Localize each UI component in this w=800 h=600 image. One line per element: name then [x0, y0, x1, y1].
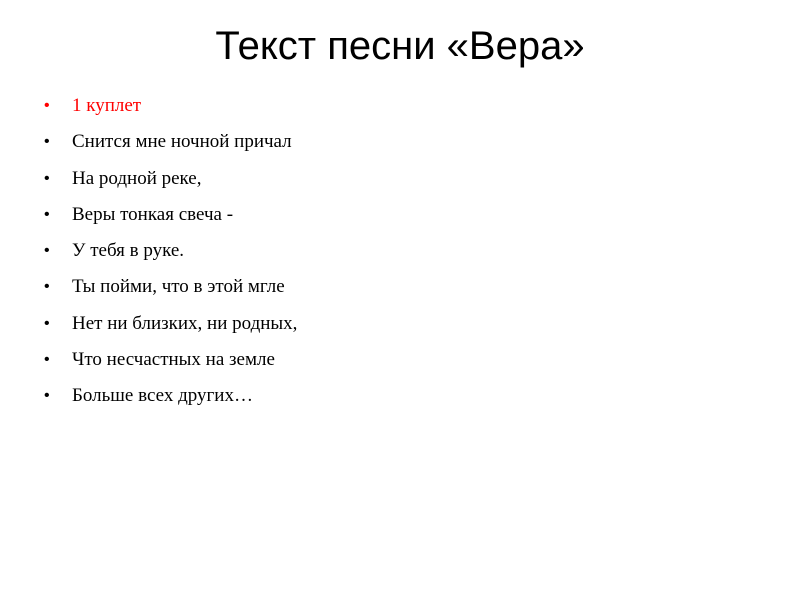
slide-title: Текст песни «Вера»	[215, 24, 585, 68]
bullet-icon: •	[44, 242, 50, 260]
bullet-icon: •	[44, 278, 50, 296]
list-item	[44, 273, 297, 309]
list-item	[44, 346, 297, 382]
list-item-text: Нет ни близких, ни родных,	[72, 312, 298, 334]
bullet-icon: •	[44, 169, 50, 187]
list-item-text: Снится мне ночной причал	[72, 131, 292, 153]
bullet-icon: •	[44, 387, 50, 405]
list-item	[44, 128, 297, 164]
bullet-icon: •	[44, 205, 50, 223]
list-item	[44, 165, 297, 201]
list-item-text: 1 куплет	[72, 95, 142, 116]
list-item	[44, 382, 297, 418]
list-item-text: Ты пойми, что в этой мгле	[72, 276, 285, 298]
list-item	[44, 201, 297, 237]
list-item-text: На родной реке,	[72, 167, 202, 189]
bullet-icon: •	[44, 314, 50, 332]
list-item-text: У тебя в руке.	[72, 240, 185, 262]
list-item	[44, 310, 297, 346]
list-item-verse-label	[44, 92, 297, 128]
bullet-icon: •	[44, 133, 50, 151]
list-item-text: Веры тонкая свеча -	[72, 203, 234, 225]
list-item	[44, 237, 297, 273]
bullet-icon: •	[44, 351, 50, 369]
list-item-text: Что несчастных на земле	[72, 349, 275, 371]
bullet-icon: •	[44, 97, 50, 114]
list-item-text: Больше всех других…	[72, 385, 253, 407]
lyrics-list	[44, 92, 297, 419]
